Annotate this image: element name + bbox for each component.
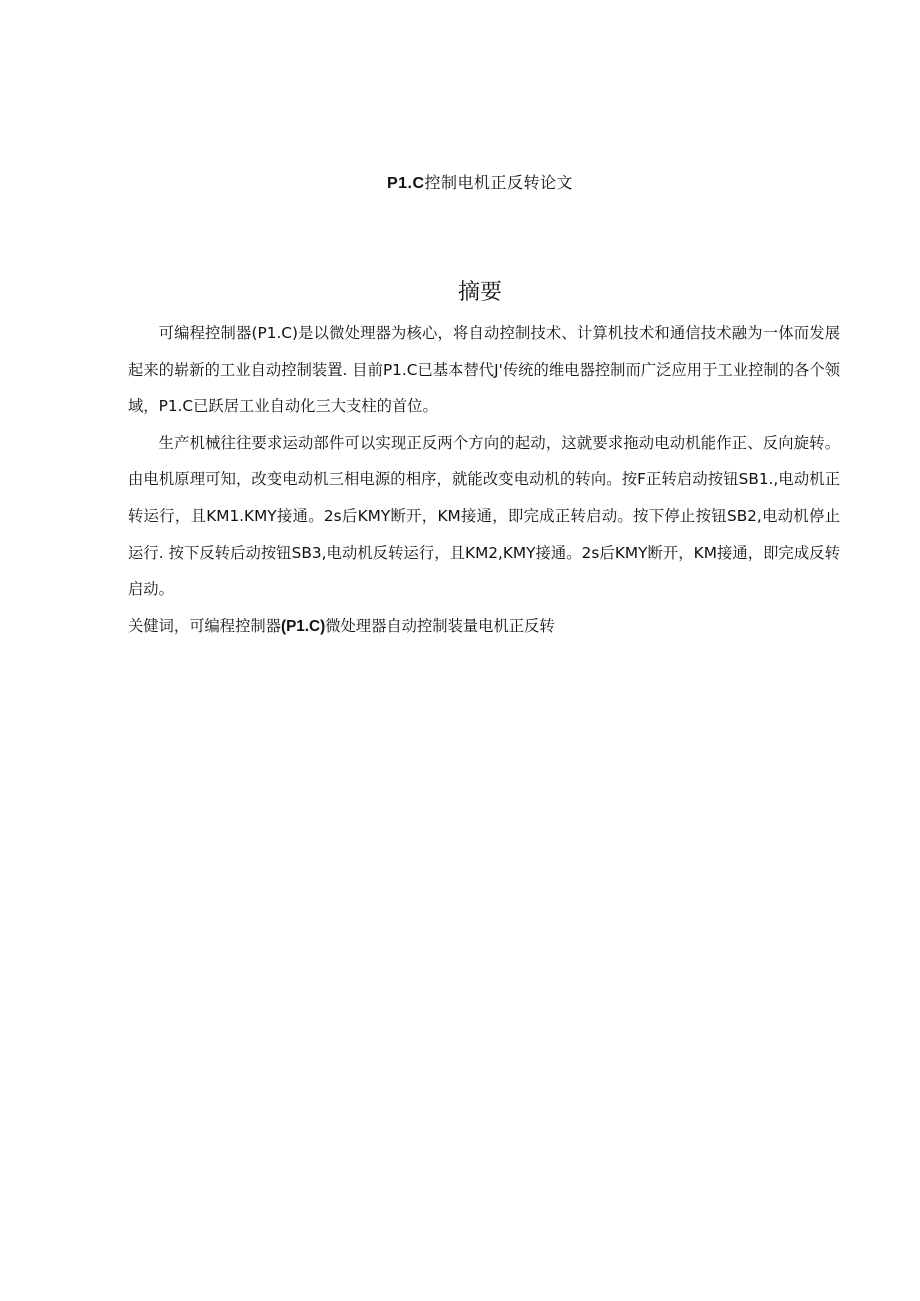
- abstract-heading: 摘要: [457, 280, 502, 305]
- keywords-latin: (P1.C): [280, 617, 326, 635]
- abstract-body: [128, 315, 840, 645]
- keywords-line: [128, 608, 840, 646]
- abstract-paragraph-2: 生产机械往往要求运动部件可以实现正反两个方向的起动，这就要求拖动电动机能作正、反向旋转。由电机原理可知，改变电动机三相电源的相序，就能改变电动机的转向。按F正转启动按钮SB1.,电动机正转运行，且KM1.KMY接通。2s后KMY断开，KM接通，即完成正转启动。按下停止按钮SB2,电动机停止运行. 按下反转后动按钮SB3,电动机反转运行，且KM2,KMY接通。2s后KMY断开，KM接通，即完成反转启动。: [128, 433, 840, 599]
- document-title-latin: P1.C: [386, 175, 425, 192]
- abstract-paragraph-1: 可编程控制器(P1.C)是以微处理器为核心，将自动控制技术、计算机技术和通信技术融为一体而发展起来的崭新的工业自动控制装置. 目前P1.C已基本替代J'传统的维电器控制而广泛应用于工业控制的各个领域，P1.C已跃居工业自动化三大支柱的首位。: [128, 324, 840, 416]
- keywords-prefix: 关健词，可编程控制器: [128, 616, 281, 635]
- document-title: [0, 170, 920, 193]
- document-title-text: 控制电机正反转论文: [424, 173, 574, 192]
- keywords-rest: 微处理器自动控制装量电机正反转: [325, 616, 555, 635]
